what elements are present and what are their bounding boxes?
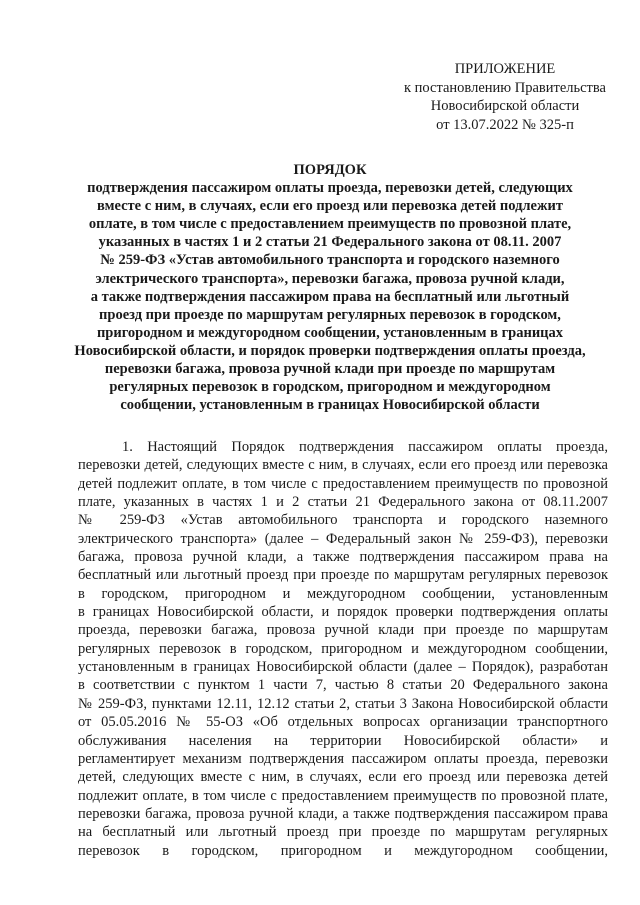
appendix-title: ПРИЛОЖЕНИЕ <box>454 61 556 77</box>
body-line: перевозки багажа, провоза ручной клади, а также подтверждения пассажиром права <box>78 805 608 822</box>
heading-line: пригородном и междугородном сообщении, установленным в границах <box>96 324 564 341</box>
heading-line: перевозки багажа, провоза ручной клади при проезде по маршрутам <box>104 361 556 378</box>
body-line: в границах Новосибирской области, и порядок проверки подтверждения оплаты <box>78 604 608 621</box>
paragraph-1 <box>78 438 608 860</box>
heading-line: электрического транспорта», перевозки багажа, провоза ручной клади, <box>95 270 565 287</box>
body-line: 1. Настоящий Порядок подтверждения пассажиром оплаты проезда, <box>122 439 608 455</box>
appendix-line-1: к постановлению Правительства <box>404 79 606 96</box>
appendix-block <box>390 60 620 134</box>
body-line: № 259-ФЗ, пунктами 12.11, 12.12 статьи 2, статьи 3 Закона Новосибирской области <box>78 695 608 712</box>
heading-line: проезд при проезде по маршрутам регулярных перевозок в городском, <box>99 306 561 323</box>
body-line: установленным в границах Новосибирской области (далее – Порядок), разработан <box>78 659 608 676</box>
body-line: в городском, пригородном и междугородном сообщении, установленным <box>78 585 608 602</box>
body-line: багажа, провоза ручной клади, а также подтверждения пассажиром права на <box>78 549 608 566</box>
body-line: бесплатный или льготный проезд при проезде по маршрутам регулярных перевозок <box>78 567 608 584</box>
body-line: на бесплатный или льготный проезд при проезде по маршрутам регулярных <box>78 824 608 841</box>
body-line: проезда, перевозки багажа, провоза ручной клади при проезде по маршрутам <box>78 622 608 639</box>
heading-line: сообщении, установленным в границах Новосибирской области <box>120 397 540 414</box>
body-line: обслуживания населения на территории Новосибирской области» и <box>78 732 608 749</box>
body-line: детей, следующих вместе с ним, в случаях, если его проезд или перевозка детей <box>78 769 608 786</box>
heading-line: вместе с ним, в случаях, если его проезд или перевозка детей подлежит <box>97 198 563 215</box>
body-line: детей подлежит оплате, в том числе с предоставлением преимуществ по провозной <box>78 475 608 492</box>
heading-line: подтверждения пассажиром оплаты проезда, перевозки детей, следующих <box>87 180 573 197</box>
appendix-line-3: от 13.07.2022 № 325-п <box>436 116 574 133</box>
body-line: в соответствии с пунктом 1 части 7, частью 8 статьи 20 Федерального закона <box>78 677 608 694</box>
body-line: электрического транспорта» (далее – Федеральный закон № 259-ФЗ), перевозки <box>78 530 608 547</box>
body-line: подлежит оплате, в том числе с предоставлением преимуществ по провозной плате, <box>78 787 608 804</box>
heading-line: Новосибирской области, и порядок проверки подтверждения оплаты проезда, <box>74 342 586 359</box>
document-heading <box>60 161 600 414</box>
document-title: ПОРЯДОК <box>293 162 367 178</box>
body-line: перевозок в городском, пригородном и междугородном сообщении, <box>78 842 608 859</box>
heading-line: № 259-ФЗ «Устав автомобильного транспорта и городского наземного <box>100 252 560 269</box>
heading-line: указанных в частях 1 и 2 статьи 21 Федерального закона от 08.11. 2007 <box>98 234 562 251</box>
body-line: № 259-ФЗ «Устав автомобильного транспорта и городского наземного <box>78 512 608 529</box>
body-line: регламентирует механизм подтверждения пассажиром оплаты проезда, перевозки <box>78 750 608 767</box>
body-line: регулярных перевозок в городском, пригородном и междугородном сообщении, <box>78 640 608 657</box>
appendix-line-2: Новосибирской области <box>430 98 580 114</box>
heading-line: оплате, в том числе с предоставлением преимуществ по провозной плате, <box>88 216 572 233</box>
body-line: плате, указанных в частях 1 и 2 статьи 21 Федерального закона от 08.11.2007 <box>78 494 608 511</box>
body-line: перевозки детей, следующих вместе с ним, в случаях, если его проезд или перевозка <box>78 457 608 474</box>
heading-line: регулярных перевозок в городском, пригородном и междугородном <box>109 379 551 396</box>
heading-line: а также подтверждения пассажиром права на бесплатный или льготный <box>90 288 570 305</box>
body-line: от 05.05.2016 № 55-ОЗ «Об отдельных вопросах организации транспортного <box>78 714 608 731</box>
